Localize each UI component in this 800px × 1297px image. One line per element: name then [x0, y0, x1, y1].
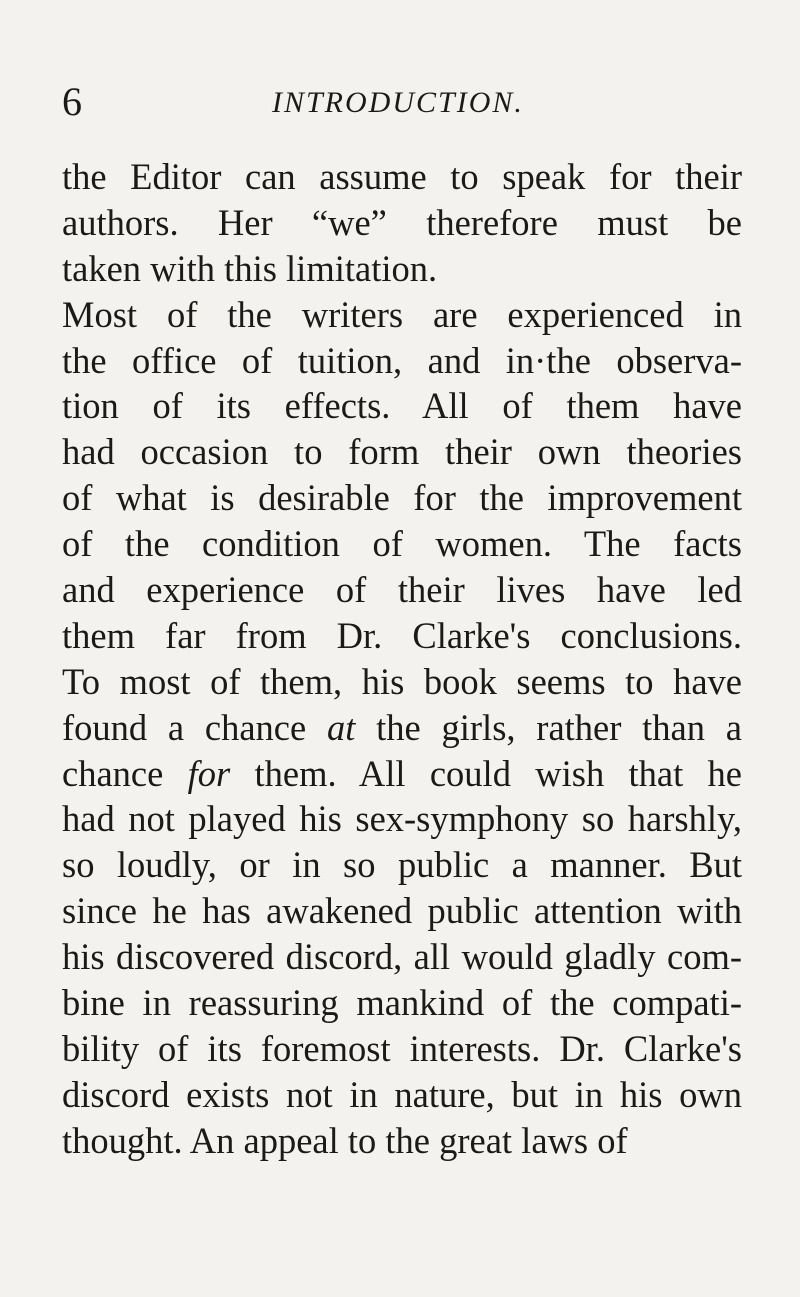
text-line: since he has awakened public attention with — [62, 890, 742, 932]
text-line: his discovered discord, all would gladly com- — [62, 936, 742, 978]
text-line: so loudly, or in so public a manner. But — [62, 844, 742, 886]
text-line: bine in reassuring mankind of the compati- — [62, 982, 742, 1024]
text-line: the Editor can assume to speak for their — [62, 156, 742, 197]
text-line: had occasion to form their own theories — [62, 431, 742, 473]
text-line: Most of the writers are experienced in — [62, 293, 742, 335]
text-line — [62, 705, 742, 751]
text-line: authors. Her “we” therefore must be — [62, 201, 742, 243]
text-line: tion of its effects. All of them have — [62, 385, 742, 427]
text-line: To most of them, his book seems to have — [62, 660, 742, 702]
italic-word: at — [326, 706, 356, 748]
text-run: them. All could wish that he — [230, 752, 742, 794]
text-line: them far from Dr. Clarke's conclusions. — [62, 614, 742, 656]
text-line: of the condition of women. The facts — [62, 523, 742, 565]
page-number: 6 — [62, 79, 82, 124]
page-header — [0, 80, 800, 124]
text-line: taken with this limitation. — [62, 247, 438, 289]
text-line: had not played his sex-symphony so harshly, — [62, 798, 742, 840]
text-line: and experience of their lives have led — [62, 569, 742, 611]
body-text — [62, 154, 742, 1164]
text-run: chance — [62, 752, 188, 794]
text-run: found a chance — [62, 706, 327, 748]
text-line: the office of tuition, and in·the observa- — [62, 339, 742, 381]
text-line — [62, 751, 742, 797]
text-run: the girls, rather than a — [355, 706, 742, 748]
text-line: discord exists not in nature, but in his own — [62, 1073, 742, 1115]
running-head: INTRODUCTION. — [272, 86, 524, 119]
italic-word: for — [187, 752, 231, 794]
text-line: of what is desirable for the improvement — [62, 477, 742, 519]
text-line: bility of its foremost interests. Dr. Clarke's — [62, 1027, 742, 1069]
text-line: thought. An appeal to the great laws of — [62, 1119, 628, 1161]
